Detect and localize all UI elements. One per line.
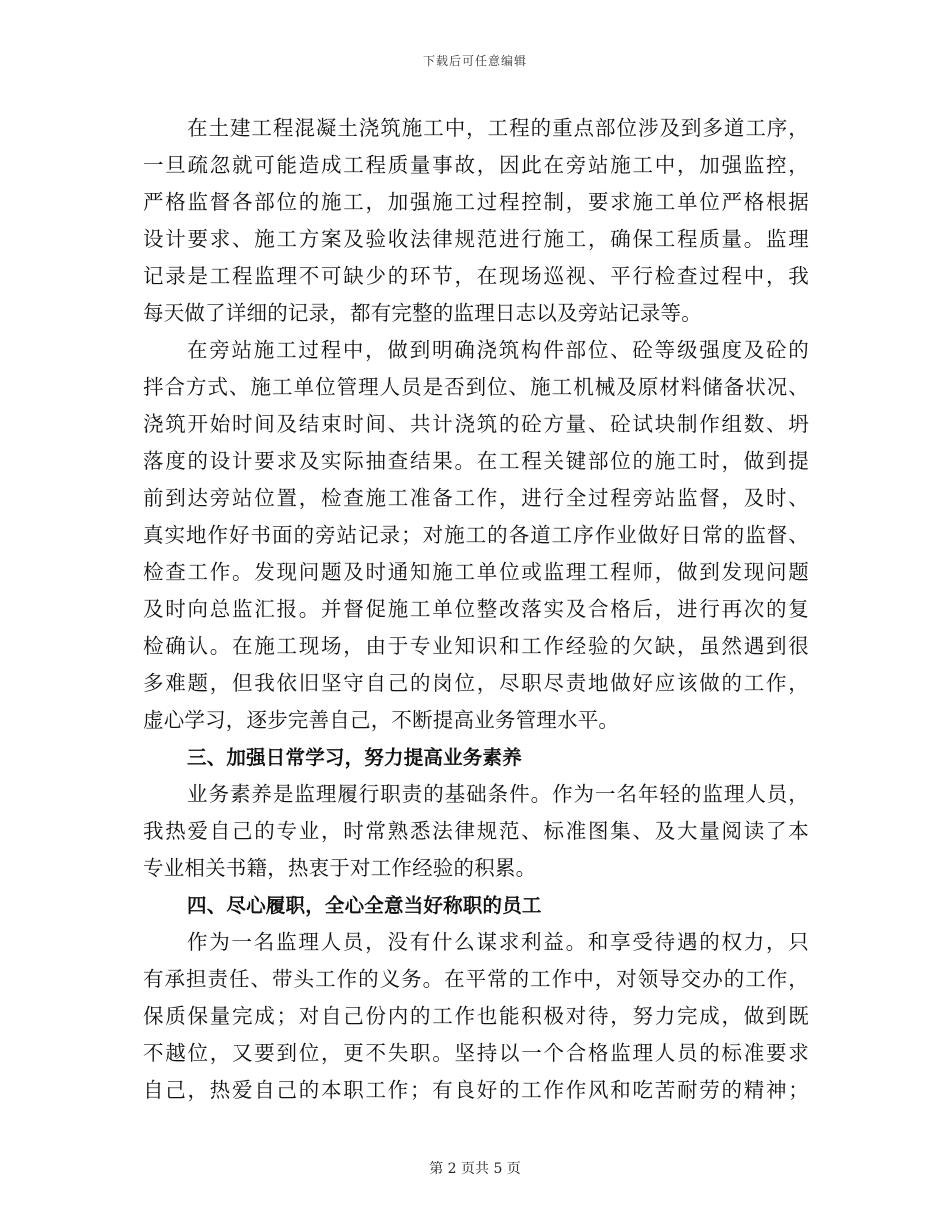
section-heading: 三、加强日常学习，努力提高业务素养 bbox=[187, 746, 522, 769]
body-line: 前到达旁站位置，检查施工准备工作，进行全过程旁站监督，及时、 bbox=[143, 486, 809, 510]
body-line: 检确认。在施工现场，由于专业知识和工作经验的欠缺，虽然遇到很 bbox=[143, 634, 809, 658]
body-line: 拌合方式、施工单位管理人员是否到位、施工机械及原材料储备状况、 bbox=[143, 375, 809, 399]
body-line: 不越位，又要到位，更不失职。坚持以一个合格监理人员的标准要求 bbox=[143, 1041, 809, 1065]
page-header: 下载后可任意编辑 bbox=[422, 54, 527, 68]
body-line: 保质保量完成；对自己份内的工作也能积极对待，努力完成，做到既 bbox=[143, 1004, 809, 1028]
body-line: 专业相关书籍，热衷于对工作经验的积累。 bbox=[143, 856, 537, 880]
body-line: 业务素养是监理履行职责的基础条件。作为一名年轻的监理人员， bbox=[187, 782, 809, 806]
body-line: 落度的设计要求及实际抽查结果。在工程关键部位的施工时，做到提 bbox=[143, 449, 809, 473]
body-line: 虚心学习，逐步完善自己，不断提高业务管理水平。 bbox=[143, 708, 620, 732]
body-line: 及时向总监汇报。并督促施工单位整改落实及合格后，进行再次的复 bbox=[143, 597, 809, 621]
body-line: 每天做了详细的记录，都有完整的监理日志以及旁站记录等。 bbox=[143, 301, 702, 325]
body-line: 在土建工程混凝土浇筑施工中，工程的重点部位涉及到多道工序， bbox=[187, 116, 809, 140]
body-line: 检查工作。发现问题及时通知施工单位或监理工程师，做到发现问题 bbox=[143, 560, 809, 584]
page-footer: 第 2 页共 5 页 bbox=[429, 1161, 521, 1177]
body-line: 一旦疏忽就可能造成工程质量事故，因此在旁站施工中，加强监控， bbox=[143, 153, 809, 177]
body-line: 作为一名监理人员，没有什么谋求利益。和享受待遇的权力，只 bbox=[187, 930, 809, 954]
body-line: 浇筑开始时间及结束时间、共计浇筑的砼方量、砼试块制作组数、坍 bbox=[143, 412, 809, 436]
body-line: 真实地作好书面的旁站记录；对施工的各道工序作业做好日常的监督、 bbox=[143, 523, 809, 547]
body-line: 严格监督各部位的施工，加强施工过程控制，要求施工单位严格根据 bbox=[143, 190, 809, 214]
body-line: 我热爱自己的专业，时常熟悉法律规范、标准图集、及大量阅读了本 bbox=[143, 819, 809, 843]
body-line: 有承担责任、带头工作的义务。在平常的工作中，对领导交办的工作， bbox=[143, 967, 809, 991]
document-body bbox=[143, 110, 809, 1109]
body-line: 自己，热爱自己的本职工作；有良好的工作作风和吃苦耐劳的精神； bbox=[143, 1078, 809, 1102]
body-line: 记录是工程监理不可缺少的环节，在现场巡视、平行检查过程中，我 bbox=[143, 264, 809, 288]
section-heading: 四、尽心履职，全心全意当好称职的员工 bbox=[187, 894, 542, 917]
body-line: 设计要求、施工方案及验收法律规范进行施工，确保工程质量。监理 bbox=[143, 227, 809, 251]
body-line: 在旁站施工过程中，做到明确浇筑构件部位、砼等级强度及砼的 bbox=[187, 338, 809, 362]
body-line: 多难题，但我依旧坚守自己的岗位，尽职尽责地做好应该做的工作， bbox=[143, 671, 809, 695]
